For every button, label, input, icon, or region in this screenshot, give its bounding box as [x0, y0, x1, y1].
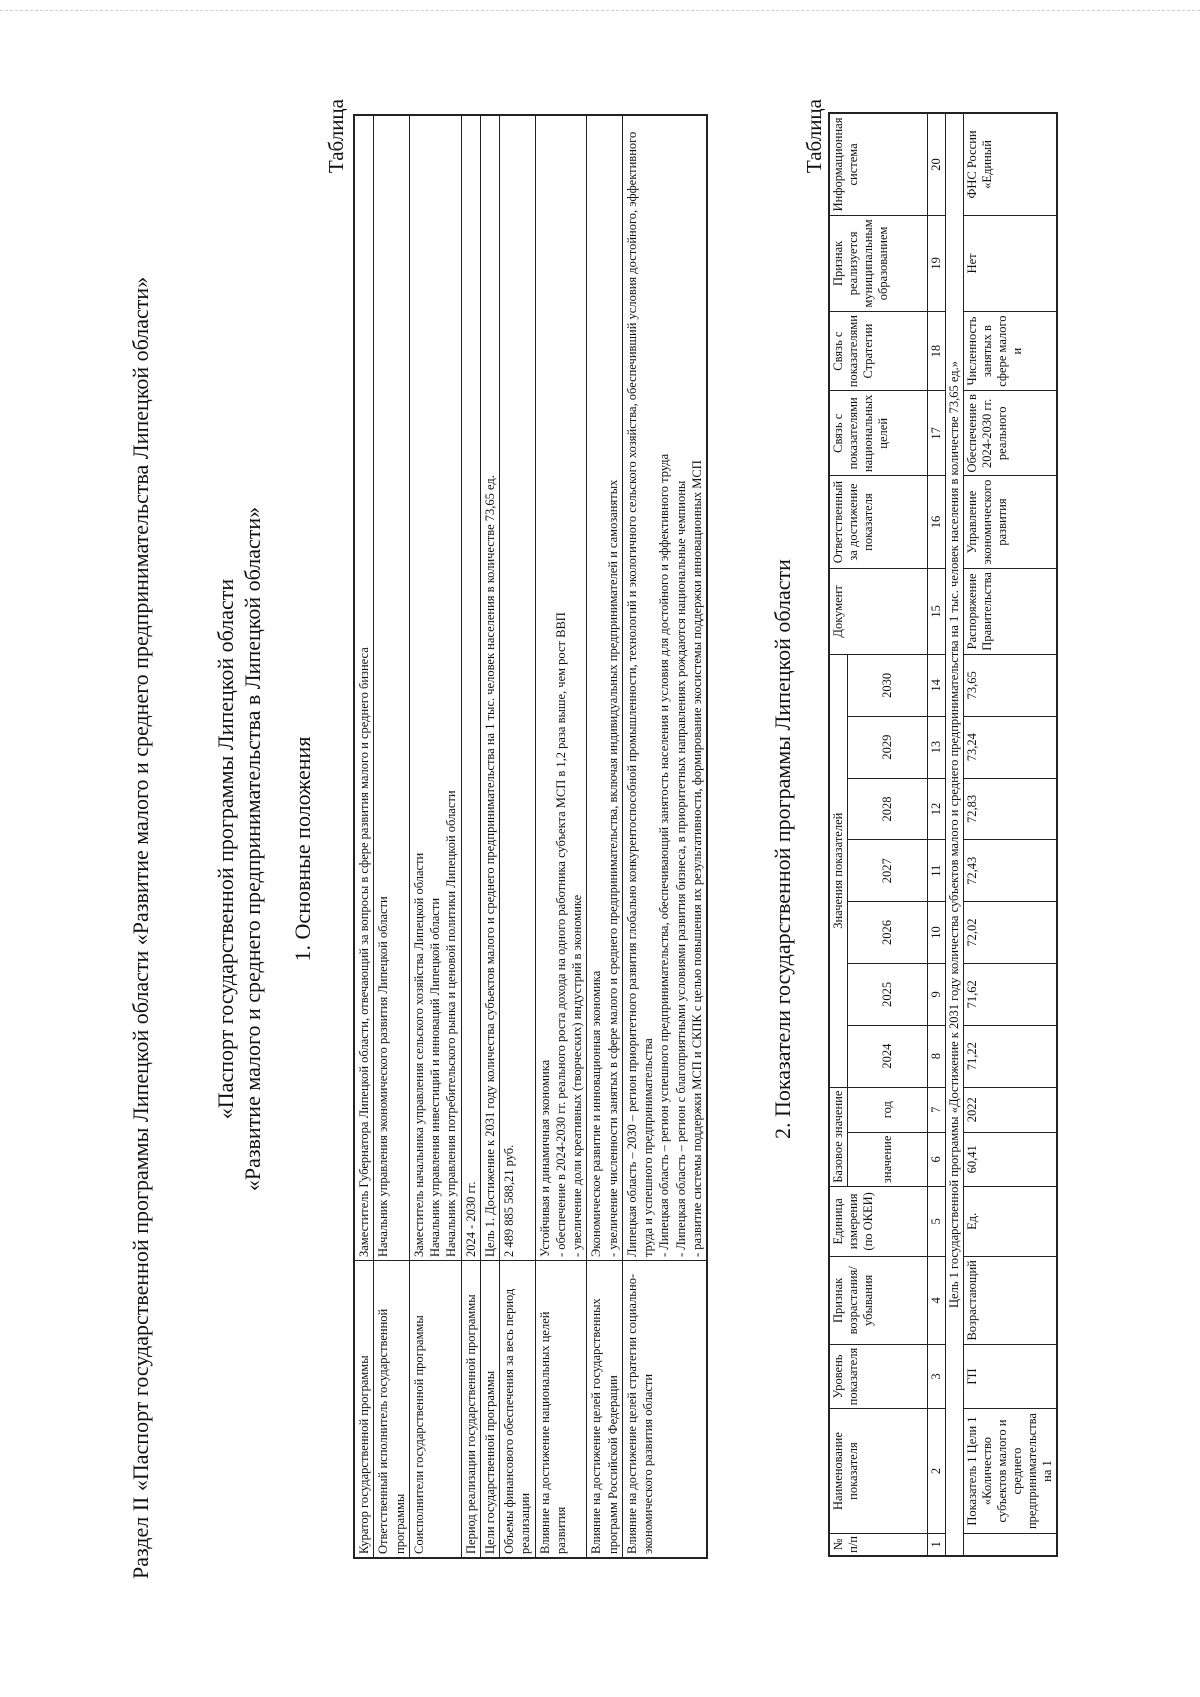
- goal-row-text: Цель 1 государственной программы «Достижение к 2031 году количества субъектов малого и среднего предпринимательства на 1 тыс. человек населения в количестве 73,65 ед.»: [946, 113, 964, 1556]
- passport-row-value: Заместитель Губернатора Липецкой области, отвечающий за вопросы в сфере развития малого и среднего бизнеса: [354, 115, 374, 1261]
- column-number-cell: 5: [928, 1186, 946, 1256]
- col-header-year: 2028: [848, 778, 928, 840]
- col-header-year: 2024: [848, 1025, 928, 1087]
- col-header-mun: Признак реализуется муниципальным образованием: [829, 215, 928, 311]
- passport-row-label: Объемы финансового обеспечения за весь период реализации: [500, 1260, 536, 1558]
- passport-row-value: Устойчивая и динамичная экономика - обеспечение в 2024-2030 гг. реального роста дохода на одного работника субъекта МСП в 1,2 раза выше, чем рост ВВП - увеличение доли креативных (творческих) индустрий в экономике: [535, 115, 587, 1261]
- col-header-values: Значения показателей: [829, 654, 848, 1087]
- column-number-cell: 20: [928, 113, 946, 215]
- column-number-cell: 18: [928, 311, 946, 390]
- table-row: [409, 115, 461, 1558]
- cell-doc: Распоряжение Правительства: [964, 568, 1058, 654]
- col-header-year: 2030: [848, 654, 928, 716]
- table-row: [587, 115, 623, 1558]
- column-number-cell: 3: [928, 1344, 946, 1408]
- col-header-year: 2027: [848, 839, 928, 901]
- cell-level: ГП: [964, 1344, 1058, 1408]
- col-header-doc: Документ: [829, 568, 928, 654]
- column-number-cell: 9: [928, 963, 946, 1025]
- passport-row-label: Влияние на достижение целей стратегии социально-экономического развития области: [622, 1260, 707, 1558]
- column-number-cell: 16: [928, 475, 946, 567]
- cell-mun: Нет: [964, 215, 1058, 311]
- cell-base-value: 60,41: [964, 1132, 1058, 1186]
- col-header-base: Базовое значение: [829, 1087, 848, 1186]
- column-number-cell: 8: [928, 1025, 946, 1087]
- cell-value: 72,02: [964, 901, 1058, 963]
- table-row: [964, 113, 1058, 1556]
- column-number-cell: 6: [928, 1132, 946, 1186]
- passport-row-value: 2024 - 2030 гг.: [461, 115, 480, 1261]
- table-row: [480, 115, 499, 1558]
- col-header-info: Информационная система: [829, 113, 928, 215]
- passport-row-value: Цель 1. Достижение к 2031 году количества субъектов малого и среднего предпринимательства на 1 тыс. человек населения в количестве 73,65 ед.: [480, 115, 499, 1261]
- rotated-document-page: [70, 59, 1130, 1639]
- cell-strat: Численность занятых в сфере малого и: [964, 311, 1058, 390]
- passport-row-value: 2 489 885 588,21 руб.: [500, 115, 536, 1261]
- column-number-cell: 2: [928, 1408, 946, 1533]
- col-header-unit: Единица измерения (по ОКЕИ): [829, 1186, 928, 1256]
- section1-heading: 1. Основные положения: [290, 736, 315, 961]
- col-header-level: Уровень показателя: [829, 1344, 928, 1408]
- col-header-base-year: год: [848, 1087, 928, 1132]
- passport-row-label: Соисполнители государственной программы: [409, 1260, 461, 1558]
- page-top-divider: [0, 10, 1200, 11]
- column-number-cell: 11: [928, 839, 946, 901]
- table-row: [461, 115, 480, 1558]
- passport-row-label: Период реализации государственной программы: [461, 1260, 480, 1558]
- section2-heading: 2. Показатели государственной программы Липецкой области: [770, 558, 795, 1139]
- cell-value: 73,24: [964, 716, 1058, 778]
- passport-row-label: Куратор государственной программы: [354, 1260, 374, 1558]
- section-title: Раздел II «Паспорт государственной программы Липецкой области «Развитие малого и среднего предпринимательства Липецкой области»: [128, 276, 153, 1579]
- col-header-base-value: значение: [848, 1132, 928, 1186]
- col-header-year: 2029: [848, 716, 928, 778]
- column-number-cell: 1: [928, 1533, 946, 1556]
- column-number-cell: 15: [928, 568, 946, 654]
- table-row: [374, 115, 410, 1558]
- cell-name: Показатель 1 Цели 1 «Количество субъектов малого и среднего предпринимательства на 1: [964, 1408, 1058, 1533]
- cell-unit: Ед.: [964, 1186, 1058, 1256]
- cell-value: 71,22: [964, 1025, 1058, 1087]
- column-number-cell: 19: [928, 215, 946, 311]
- table2-column-numbers-row: [928, 113, 946, 1556]
- table2-header-row1: [829, 113, 848, 1556]
- cell-value: 72,83: [964, 778, 1058, 840]
- column-number-cell: 4: [928, 1256, 946, 1344]
- table-row: [354, 115, 374, 1558]
- cell-sign: Возрастающий: [964, 1256, 1058, 1344]
- column-number-cell: 14: [928, 654, 946, 716]
- column-number-cell: 13: [928, 716, 946, 778]
- table-row: [535, 115, 587, 1558]
- cell-value: 71,62: [964, 963, 1058, 1025]
- passport-row-label: Цели государственной программы: [480, 1260, 499, 1558]
- col-header-resp: Ответственный за достижение показателя: [829, 475, 928, 567]
- column-number-cell: 10: [928, 901, 946, 963]
- col-header-year: 2025: [848, 963, 928, 1025]
- passport-title-line2: «Развитие малого и среднего предпринимательства в Липецкой области»: [240, 506, 265, 1191]
- passport-row-label: Влияние на достижение целей государственных программ Российской Федерации: [587, 1260, 623, 1558]
- table-row: [500, 115, 536, 1558]
- col-header-sign: Признак возрастания/ убывания: [829, 1256, 928, 1344]
- table2-goal-row: [946, 113, 964, 1556]
- cell-value: 73,65: [964, 654, 1058, 716]
- cell-base-year: 2022: [964, 1087, 1058, 1132]
- cell-resp: Управление экономического развития: [964, 475, 1058, 567]
- passport-table: [353, 114, 708, 1559]
- table-row: [622, 115, 707, 1558]
- column-number-cell: 17: [928, 390, 946, 475]
- cell-value: 72,43: [964, 839, 1058, 901]
- col-header-year: 2026: [848, 901, 928, 963]
- column-number-cell: 7: [928, 1087, 946, 1132]
- col-header-strat: Связь с показателями Стратегии: [829, 311, 928, 390]
- passport-title-line1: «Паспорт государственной программы Липецкой области: [213, 578, 238, 1119]
- passport-row-value: Начальник управления экономического развития Липецкой области: [374, 115, 410, 1261]
- passport-row-value: Заместитель начальника управления сельского хозяйства Липецкой области Начальник управления инвестиций и инноваций Липецкой области Начальник управления потребительского рынка и ценовой политики Липецкой области: [409, 115, 461, 1261]
- column-number-cell: 12: [928, 778, 946, 840]
- table1-label: Таблица: [324, 98, 348, 173]
- col-header-num: № п/п: [829, 1533, 928, 1556]
- passport-row-value: Липецкая область – 2030 – регион приоритетного развития глобально конкурентоспособной промышленности, технологий и экологичного сельского хозяйства, обеспечивший условия достойного, эффективного труда и успешного предпринимательства - Липецкая область – регион успешного предпринимательства, обеспечивающий занятость населения и условия для достойного и эффективного труда - Липецкая область – регион с благоприятными условиями развития бизнеса, в приоритетных направлениях рождаются национальные чемпионы - развитие системы поддержки МСП и СКПК с целью повышения их результативности, формирование экосистемы поддержки инновационных МСП: [622, 115, 707, 1261]
- passport-row-label: Влияние на достижение национальных целей развития: [535, 1260, 587, 1558]
- cell-num: [964, 1533, 1058, 1556]
- cell-info: ФНС России «Единый: [964, 113, 1058, 215]
- table2-label: Таблица: [802, 98, 826, 173]
- passport-row-value: Экономическое развитие и инновационная экономика - увеличение численности занятых в сфере малого и среднего предпринимательства, включая индивидуальных предпринимателей и самозанятых: [587, 115, 623, 1261]
- col-header-nat: Связь с показателями национальных целей: [829, 390, 928, 475]
- passport-row-label: Ответственный исполнитель государственной программы: [374, 1260, 410, 1558]
- col-header-name: Наименование показателя: [829, 1408, 928, 1533]
- indicators-table: [828, 112, 1058, 1557]
- cell-nat: Обеспечение в 2024-2030 гг. реального: [964, 390, 1058, 475]
